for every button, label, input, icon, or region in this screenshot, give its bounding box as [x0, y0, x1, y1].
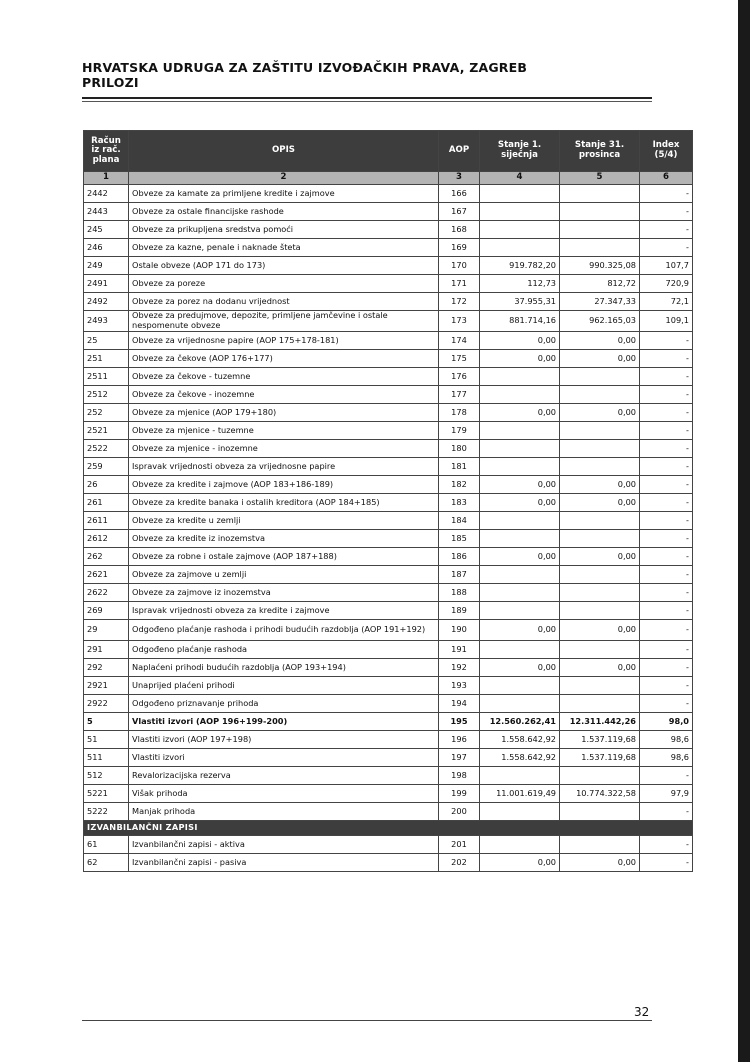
table-row	[84, 785, 693, 803]
table-row	[84, 476, 693, 494]
col-number: 1	[84, 172, 129, 185]
cell-konto: 2442	[84, 185, 129, 203]
cell-index: -	[640, 386, 693, 404]
cell-stanje-1: 1.558.642,92	[480, 731, 560, 749]
cell-konto: 252	[84, 404, 129, 422]
scan-edge-right	[738, 0, 750, 1062]
table-row	[84, 368, 693, 386]
cell-index: -	[640, 854, 693, 872]
cell-stanje-1	[480, 695, 560, 713]
cell-stanje-1	[480, 221, 560, 239]
table-row	[84, 620, 693, 641]
cell-konto: 269	[84, 602, 129, 620]
table-row	[84, 677, 693, 695]
cell-opis: Obveze za kredite banaka i ostalih kreditora (AOP 184+185)	[129, 494, 439, 512]
cell-stanje-1	[480, 203, 560, 221]
scan-edge-left	[0, 0, 5, 1062]
cell-index: -	[640, 641, 693, 659]
table-row	[84, 767, 693, 785]
cell-stanje-1	[480, 803, 560, 821]
cell-stanje-31: 1.537.119,68	[560, 731, 640, 749]
table-row	[84, 275, 693, 293]
cell-index: -	[640, 566, 693, 584]
cell-stanje-1	[480, 458, 560, 476]
table-body	[84, 185, 693, 821]
cell-stanje-1	[480, 602, 560, 620]
table-row	[84, 257, 693, 275]
cell-stanje-31	[560, 836, 640, 854]
table-row	[84, 332, 693, 350]
cell-stanje-1: 1.558.642,92	[480, 749, 560, 767]
cell-aop: 198	[439, 767, 480, 785]
table-row	[84, 731, 693, 749]
col-number: 5	[560, 172, 640, 185]
cell-aop: 174	[439, 332, 480, 350]
cell-stanje-1: 919.782,20	[480, 257, 560, 275]
cell-stanje-1: 11.001.619,49	[480, 785, 560, 803]
cell-index: -	[640, 404, 693, 422]
cell-opis: Obveze za kamate za primljene kredite i zajmove	[129, 185, 439, 203]
cell-konto: 291	[84, 641, 129, 659]
cell-konto: 2921	[84, 677, 129, 695]
cell-stanje-31	[560, 386, 640, 404]
table-row	[84, 749, 693, 767]
cell-aop: 180	[439, 440, 480, 458]
cell-opis: Ispravak vrijednosti obveza za vrijednosne papire	[129, 458, 439, 476]
cell-konto: 292	[84, 659, 129, 677]
table-row	[84, 659, 693, 677]
cell-opis: Obveze za kredite i zajmove (AOP 183+186-189)	[129, 476, 439, 494]
cell-konto: 2443	[84, 203, 129, 221]
cell-index: 720,9	[640, 275, 693, 293]
table-row	[84, 602, 693, 620]
cell-opis: Obveze za kazne, penale i naknade šteta	[129, 239, 439, 257]
cell-opis: Obveze za robne i ostale zajmove (AOP 187+188)	[129, 548, 439, 566]
table-row	[84, 350, 693, 368]
cell-stanje-1	[480, 422, 560, 440]
cell-stanje-31	[560, 803, 640, 821]
cell-stanje-31	[560, 440, 640, 458]
header-rule-thin	[82, 101, 652, 102]
cell-index: -	[640, 602, 693, 620]
cell-stanje-31: 812,72	[560, 275, 640, 293]
section-header-row	[84, 821, 693, 836]
cell-index: -	[640, 185, 693, 203]
cell-stanje-31: 27.347,33	[560, 293, 640, 311]
cell-aop: 197	[439, 749, 480, 767]
table-row	[84, 836, 693, 854]
cell-index: -	[640, 494, 693, 512]
cell-stanje-31	[560, 203, 640, 221]
cell-konto: 511	[84, 749, 129, 767]
cell-opis: Obveze za mjenice - inozemne	[129, 440, 439, 458]
cell-konto: 5	[84, 713, 129, 731]
cell-stanje-1	[480, 368, 560, 386]
cell-konto: 2612	[84, 530, 129, 548]
cell-opis: Vlastiti izvori (AOP 196+199-200)	[129, 713, 439, 731]
col-header-stanje-31: Stanje 31. prosinca	[560, 131, 640, 172]
cell-index: -	[640, 458, 693, 476]
cell-konto: 262	[84, 548, 129, 566]
cell-konto: 2521	[84, 422, 129, 440]
cell-index: -	[640, 368, 693, 386]
table-row	[84, 530, 693, 548]
cell-aop: 169	[439, 239, 480, 257]
cell-konto: 2511	[84, 368, 129, 386]
cell-konto: 2622	[84, 584, 129, 602]
footer-rule	[82, 1020, 652, 1021]
cell-index: -	[640, 620, 693, 641]
cell-konto: 2522	[84, 440, 129, 458]
cell-opis: Obveze za prikupljena sredstva pomoći	[129, 221, 439, 239]
col-number: 6	[640, 172, 693, 185]
table-row	[84, 386, 693, 404]
cell-index: -	[640, 584, 693, 602]
cell-opis: Obveze za čekove (AOP 176+177)	[129, 350, 439, 368]
cell-opis: Izvanbilančni zapisi - pasiva	[129, 854, 439, 872]
cell-stanje-1: 0,00	[480, 404, 560, 422]
cell-stanje-31: 1.537.119,68	[560, 749, 640, 767]
table-header-row	[84, 131, 693, 172]
cell-stanje-1	[480, 767, 560, 785]
cell-aop: 200	[439, 803, 480, 821]
cell-index: -	[640, 239, 693, 257]
col-header-opis: OPIS	[129, 131, 439, 172]
cell-index: 97,9	[640, 785, 693, 803]
cell-stanje-1: 12.560.262,41	[480, 713, 560, 731]
cell-stanje-31	[560, 695, 640, 713]
cell-index: 72,1	[640, 293, 693, 311]
col-header-index: Index (5/4)	[640, 131, 693, 172]
cell-stanje-1: 0,00	[480, 854, 560, 872]
cell-opis: Ostale obveze (AOP 171 do 173)	[129, 257, 439, 275]
cell-stanje-1	[480, 641, 560, 659]
cell-aop: 178	[439, 404, 480, 422]
table-row	[84, 548, 693, 566]
cell-index: -	[640, 695, 693, 713]
table-row	[84, 404, 693, 422]
cell-stanje-1: 0,00	[480, 620, 560, 641]
cell-index: -	[640, 203, 693, 221]
cell-opis: Unaprijed plaćeni prihodi	[129, 677, 439, 695]
cell-konto: 2611	[84, 512, 129, 530]
cell-konto: 245	[84, 221, 129, 239]
cell-stanje-31	[560, 512, 640, 530]
cell-stanje-31: 990.325,08	[560, 257, 640, 275]
cell-stanje-1	[480, 566, 560, 584]
cell-opis: Vlastiti izvori	[129, 749, 439, 767]
cell-opis: Revalorizacijska rezerva	[129, 767, 439, 785]
cell-stanje-1	[480, 386, 560, 404]
cell-stanje-31	[560, 602, 640, 620]
cell-konto: 29	[84, 620, 129, 641]
cell-index: -	[640, 767, 693, 785]
cell-stanje-31	[560, 185, 640, 203]
cell-aop: 194	[439, 695, 480, 713]
cell-aop: 195	[439, 713, 480, 731]
cell-stanje-31: 0,00	[560, 854, 640, 872]
cell-opis: Odgođeno plaćanje rashoda i prihodi budućih razdoblja (AOP 191+192)	[129, 620, 439, 641]
table-row	[84, 311, 693, 332]
cell-aop: 191	[439, 641, 480, 659]
cell-aop: 185	[439, 530, 480, 548]
cell-index: -	[640, 803, 693, 821]
cell-opis: Obveze za zajmove iz inozemstva	[129, 584, 439, 602]
cell-aop: 196	[439, 731, 480, 749]
table-row	[84, 422, 693, 440]
cell-aop: 181	[439, 458, 480, 476]
cell-stanje-1	[480, 185, 560, 203]
cell-opis: Vlastiti izvori (AOP 197+198)	[129, 731, 439, 749]
cell-aop: 170	[439, 257, 480, 275]
cell-opis: Obveze za čekove - tuzemne	[129, 368, 439, 386]
cell-index: -	[640, 422, 693, 440]
cell-aop: 173	[439, 311, 480, 332]
table-row	[84, 185, 693, 203]
cell-konto: 2493	[84, 311, 129, 332]
col-header-aop: AOP	[439, 131, 480, 172]
cell-stanje-31	[560, 368, 640, 386]
table-row	[84, 203, 693, 221]
cell-stanje-31: 10.774.322,58	[560, 785, 640, 803]
cell-stanje-31: 0,00	[560, 659, 640, 677]
balance-table	[83, 130, 693, 872]
cell-stanje-1	[480, 239, 560, 257]
cell-index: 109,1	[640, 311, 693, 332]
cell-opis: Obveze za mjenice (AOP 179+180)	[129, 404, 439, 422]
cell-stanje-31	[560, 221, 640, 239]
cell-aop: 186	[439, 548, 480, 566]
cell-aop: 201	[439, 836, 480, 854]
cell-aop: 171	[439, 275, 480, 293]
cell-stanje-1: 881.714,16	[480, 311, 560, 332]
cell-stanje-31	[560, 584, 640, 602]
col-number: 4	[480, 172, 560, 185]
cell-opis: Odgođeno plaćanje rashoda	[129, 641, 439, 659]
cell-aop: 189	[439, 602, 480, 620]
cell-index: -	[640, 659, 693, 677]
cell-konto: 61	[84, 836, 129, 854]
table-row	[84, 458, 693, 476]
off-balance-section	[84, 821, 693, 872]
cell-opis: Obveze za zajmove u zemlji	[129, 566, 439, 584]
cell-index: -	[640, 221, 693, 239]
cell-konto: 26	[84, 476, 129, 494]
cell-stanje-31: 0,00	[560, 548, 640, 566]
cell-stanje-1: 0,00	[480, 659, 560, 677]
cell-aop: 199	[439, 785, 480, 803]
col-number: 2	[129, 172, 439, 185]
cell-stanje-31: 0,00	[560, 494, 640, 512]
cell-stanje-1: 37.955,31	[480, 293, 560, 311]
cell-aop: 175	[439, 350, 480, 368]
cell-konto: 512	[84, 767, 129, 785]
cell-index: -	[640, 512, 693, 530]
cell-opis: Obveze za porez na dodanu vrijednost	[129, 293, 439, 311]
cell-stanje-1: 0,00	[480, 548, 560, 566]
cell-opis: Izvanbilančni zapisi - aktiva	[129, 836, 439, 854]
cell-konto: 261	[84, 494, 129, 512]
cell-stanje-1	[480, 836, 560, 854]
cell-index: -	[640, 530, 693, 548]
cell-opis: Obveze za mjenice - tuzemne	[129, 422, 439, 440]
cell-aop: 184	[439, 512, 480, 530]
cell-stanje-1: 0,00	[480, 494, 560, 512]
cell-index: 98,0	[640, 713, 693, 731]
cell-index: -	[640, 440, 693, 458]
cell-opis: Ispravak vrijednosti obveza za kredite i zajmove	[129, 602, 439, 620]
cell-konto: 2922	[84, 695, 129, 713]
cell-opis: Obveze za vrijednosne papire (AOP 175+178-181)	[129, 332, 439, 350]
cell-stanje-1	[480, 530, 560, 548]
cell-aop: 188	[439, 584, 480, 602]
cell-stanje-31: 0,00	[560, 620, 640, 641]
cell-opis: Obveze za kredite iz inozemstva	[129, 530, 439, 548]
cell-stanje-31	[560, 641, 640, 659]
cell-stanje-31: 0,00	[560, 404, 640, 422]
cell-aop: 176	[439, 368, 480, 386]
cell-konto: 2621	[84, 566, 129, 584]
table-row	[84, 713, 693, 731]
cell-konto: 51	[84, 731, 129, 749]
table-row	[84, 440, 693, 458]
page-number: 32	[634, 1005, 650, 1019]
table-row	[84, 584, 693, 602]
cell-stanje-1: 112,73	[480, 275, 560, 293]
cell-index: -	[640, 836, 693, 854]
cell-opis: Obveze za kredite u zemlji	[129, 512, 439, 530]
cell-aop: 168	[439, 221, 480, 239]
cell-stanje-1	[480, 512, 560, 530]
table-row	[84, 566, 693, 584]
cell-stanje-31	[560, 767, 640, 785]
cell-stanje-1	[480, 677, 560, 695]
column-number-row	[84, 172, 693, 185]
cell-konto: 2491	[84, 275, 129, 293]
cell-konto: 5221	[84, 785, 129, 803]
cell-index: -	[640, 350, 693, 368]
cell-stanje-31	[560, 566, 640, 584]
cell-aop: 179	[439, 422, 480, 440]
cell-stanje-31	[560, 458, 640, 476]
cell-konto: 259	[84, 458, 129, 476]
table-row	[84, 695, 693, 713]
cell-opis: Obveze za poreze	[129, 275, 439, 293]
cell-index: -	[640, 332, 693, 350]
cell-opis: Obveze za ostale financijske rashode	[129, 203, 439, 221]
cell-stanje-31: 0,00	[560, 350, 640, 368]
cell-opis: Naplaćeni prihodi budućih razdoblja (AOP 193+194)	[129, 659, 439, 677]
cell-aop: 182	[439, 476, 480, 494]
cell-stanje-31: 0,00	[560, 332, 640, 350]
cell-index: -	[640, 677, 693, 695]
cell-konto: 246	[84, 239, 129, 257]
cell-aop: 202	[439, 854, 480, 872]
cell-index: 107,7	[640, 257, 693, 275]
cell-aop: 187	[439, 566, 480, 584]
section-label: IZVANBILANČNI ZAPISI	[84, 821, 693, 836]
col-number: 3	[439, 172, 480, 185]
cell-aop: 177	[439, 386, 480, 404]
title-line-2: PRILOZI	[82, 75, 139, 90]
cell-stanje-31: 0,00	[560, 476, 640, 494]
cell-stanje-1: 0,00	[480, 332, 560, 350]
cell-stanje-31	[560, 677, 640, 695]
table-row	[84, 239, 693, 257]
title-line-1: HRVATSKA UDRUGA ZA ZAŠTITU IZVOĐAČKIH PRAVA, ZAGREB	[82, 60, 528, 75]
cell-konto: 62	[84, 854, 129, 872]
cell-aop: 166	[439, 185, 480, 203]
cell-stanje-31	[560, 239, 640, 257]
table-row	[84, 512, 693, 530]
col-header-konto: Račun iz rač. plana	[84, 131, 129, 172]
table-row	[84, 641, 693, 659]
cell-opis: Obveze za predujmove, depozite, primljene jamčevine i ostale nespomenute obveze	[129, 311, 439, 332]
cell-konto: 2512	[84, 386, 129, 404]
cell-opis: Odgođeno priznavanje prihoda	[129, 695, 439, 713]
cell-aop: 183	[439, 494, 480, 512]
cell-aop: 172	[439, 293, 480, 311]
cell-aop: 193	[439, 677, 480, 695]
cell-stanje-31	[560, 422, 640, 440]
document-title	[82, 60, 527, 90]
cell-konto: 25	[84, 332, 129, 350]
cell-opis: Manjak prihoda	[129, 803, 439, 821]
cell-index: 98,6	[640, 749, 693, 767]
cell-konto: 249	[84, 257, 129, 275]
table-row	[84, 221, 693, 239]
cell-aop: 192	[439, 659, 480, 677]
cell-index: -	[640, 548, 693, 566]
cell-aop: 167	[439, 203, 480, 221]
table-row	[84, 494, 693, 512]
cell-stanje-1	[480, 584, 560, 602]
cell-index: 98,6	[640, 731, 693, 749]
cell-stanje-1: 0,00	[480, 476, 560, 494]
cell-konto: 251	[84, 350, 129, 368]
cell-index: -	[640, 476, 693, 494]
header-rule	[82, 97, 652, 99]
cell-stanje-31: 12.311.442,26	[560, 713, 640, 731]
cell-stanje-1	[480, 440, 560, 458]
table-row	[84, 803, 693, 821]
col-header-stanje-1: Stanje 1. siječnja	[480, 131, 560, 172]
cell-konto: 5222	[84, 803, 129, 821]
cell-aop: 190	[439, 620, 480, 641]
cell-stanje-31: 962.165,03	[560, 311, 640, 332]
cell-opis: Višak prihoda	[129, 785, 439, 803]
table-row	[84, 293, 693, 311]
cell-opis: Obveze za čekove - inozemne	[129, 386, 439, 404]
table-row	[84, 854, 693, 872]
cell-stanje-1: 0,00	[480, 350, 560, 368]
cell-konto: 2492	[84, 293, 129, 311]
cell-stanje-31	[560, 530, 640, 548]
